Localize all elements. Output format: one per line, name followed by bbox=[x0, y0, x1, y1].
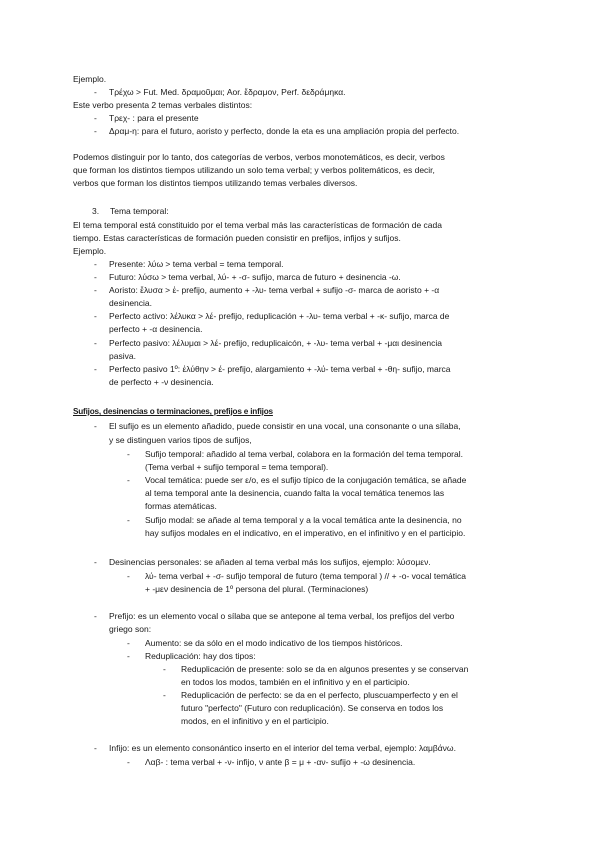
list-bullet: - bbox=[127, 475, 130, 485]
list-bullet: - bbox=[127, 757, 130, 767]
list-item: Futuro: λύσω > tema verbal, λύ- + -σ- sufijo, marca de futuro + desinencia -ω. bbox=[109, 272, 401, 282]
list-item: Desinencias personales: se añaden al tema verbal más los sufijos, ejemplo: λύσομεν. bbox=[109, 557, 431, 567]
list-item-cont: desinencia. bbox=[109, 298, 153, 308]
sub-item: λύ- tema verbal + -σ- sufijo temporal de futuro (tema temporal ) // + -ο- vocal temática bbox=[145, 571, 467, 581]
list-bullet: - bbox=[94, 611, 97, 621]
sub-sub-item: Reduplicación de presente: solo se da en algunos presentes y se conservan bbox=[181, 664, 469, 674]
list-bullet: - bbox=[94, 87, 97, 97]
sub-item-cont: al tema temporal ante la desinencia, cuando falta la vocal temática tenemos las bbox=[145, 488, 445, 498]
sub-item: Λαβ- : tema verbal + -ν- infijo, ν ante β = μ + -αν- sufijo + -ω desinencia. bbox=[145, 757, 416, 767]
list-item: El sufijo es un elemento añadido, puede consistir en una vocal, una consonante o una sílaba, bbox=[109, 421, 461, 431]
list-item-cont: de perfecto + -ν desinencia. bbox=[109, 377, 214, 387]
section-title: Tema temporal: bbox=[110, 206, 169, 216]
list-item: Perfecto activo: λέλυκα > λέ- prefijo, reduplicación + -λυ- tema verbal + -κ- sufijo, marca de bbox=[109, 311, 450, 321]
list-bullet: - bbox=[94, 259, 97, 269]
list-bullet: - bbox=[94, 126, 97, 136]
list-bullet: - bbox=[94, 338, 97, 348]
list-item-cont: griego son: bbox=[109, 624, 152, 634]
list-item-cont: perfecto + -α desinencia. bbox=[109, 324, 203, 334]
paragraph-line: tiempo. Estas características de formación pueden consistir en prefijos, infijos y sufijos. bbox=[73, 233, 401, 243]
list-item: Τρέχω > Fut. Med. δραμοῦμαι; Aor. ἔδραμον, Perf. δεδράμηκα. bbox=[109, 87, 346, 97]
list-bullet: - bbox=[94, 743, 97, 753]
sub-item-cont: formas atemáticas. bbox=[145, 501, 217, 511]
list-bullet: - bbox=[163, 690, 166, 700]
list-item: Infijo: es un elemento consonántico inserto en el interior del tema verbal, ejemplo: λαμβάνω. bbox=[109, 743, 456, 753]
ejemplo-label: Ejemplo. bbox=[73, 74, 107, 84]
sub-sub-item: Reduplicación de perfecto: se da en el perfecto, pluscuamperfecto y en el bbox=[181, 690, 458, 700]
sub-item: Sufijo modal: se añade al tema temporal y a la vocal temática ante la desinencia, no bbox=[145, 515, 462, 525]
list-item: Presente: λύω > tema verbal = tema temporal. bbox=[109, 259, 284, 269]
sub-item: Reduplicación: hay dos tipos: bbox=[145, 651, 256, 661]
section-number: 3. bbox=[92, 206, 100, 216]
sub-item: Aumento: se da sólo en el modo indicativo de los tiempos históricos. bbox=[145, 638, 403, 648]
list-item: Prefijo: es un elemento vocal o sílaba que se antepone al tema verbal, los prefijos del verbo bbox=[109, 611, 455, 621]
list-item: Aoristo: ἔλυσα > ἐ- prefijo, aumento + -λυ- tema verbal + sufijo -σ- marca de aoristo + -α bbox=[109, 285, 440, 295]
list-bullet: - bbox=[163, 664, 166, 674]
list-bullet: - bbox=[94, 285, 97, 295]
sub-item: Sufijo temporal: añadido al tema verbal, colabora en la formación del tema temporal. bbox=[145, 449, 463, 459]
sub-item: Vocal temática: puede ser ε/ο, es el sufijo típico de la conjugación temática, se añade bbox=[145, 475, 467, 485]
list-bullet: - bbox=[127, 449, 130, 459]
list-item-cont: y se distinguen varios tipos de sufijos, bbox=[109, 435, 252, 445]
list-item: Τρεχ- : para el presente bbox=[109, 113, 199, 123]
list-item: Perfecto pasivo 1º: ἐλύθην > έ- prefijo, alargamiento + -λύ- tema verbal + -θη- sufijo, marca bbox=[109, 364, 451, 374]
list-bullet: - bbox=[94, 557, 97, 567]
section-heading: Sufijos, desinencias o terminaciones, prefijos e infijos bbox=[73, 407, 273, 416]
paragraph-line: verbos que forman los distintos tiempos utilizando temas verbales diversos. bbox=[73, 178, 358, 188]
list-item: Δραμ-η: para el futuro, aoristo y perfecto, donde la eta es una ampliación propia del perfecto. bbox=[109, 126, 460, 136]
list-bullet: - bbox=[94, 364, 97, 374]
list-bullet: - bbox=[127, 571, 130, 581]
paragraph-line: El tema temporal está constituido por el tema verbal más las características de formación de cada bbox=[73, 220, 442, 230]
list-bullet: - bbox=[94, 272, 97, 282]
sub-sub-item-cont: en todos los modos, también en el infinitivo y en el participio. bbox=[181, 677, 410, 687]
sub-item-cont: hay sufijos modales en el indicativo, en el imperativo, en el infinitivo y en el participio. bbox=[145, 528, 466, 538]
paragraph-line: Podemos distinguir por lo tanto, dos categorías de verbos, verbos monotemáticos, es decir, verbos bbox=[73, 152, 445, 162]
list-bullet: - bbox=[94, 421, 97, 431]
list-bullet: - bbox=[127, 515, 130, 525]
list-bullet: - bbox=[127, 651, 130, 661]
intro-text: Este verbo presenta 2 temas verbales distintos: bbox=[73, 100, 253, 110]
sub-item-cont: + -μεν desinencia de 1º persona del plural. (Terminaciones) bbox=[145, 584, 369, 594]
paragraph-line: que forman los distintos tiempos utilizando un solo tema verbal; y verbos politemáticos, es decir, bbox=[73, 165, 435, 175]
list-item-cont: pasiva. bbox=[109, 351, 136, 361]
sub-sub-item-cont: modos, en el infinitivo y en el participio. bbox=[181, 716, 329, 726]
sub-sub-item-cont: futuro "perfecto" (Futuro con reduplicación). Se conserva en todos los bbox=[181, 703, 444, 713]
list-bullet: - bbox=[94, 113, 97, 123]
list-bullet: - bbox=[127, 638, 130, 648]
list-bullet: - bbox=[94, 311, 97, 321]
list-item: Perfecto pasivo: λέλυμαι > λέ- prefijo, reduplicaicón, + -λυ- tema verbal + -μαι desinencia bbox=[109, 338, 443, 348]
ejemplo-label: Ejemplo. bbox=[73, 246, 107, 256]
sub-item-cont: (Tema verbal + sufijo temporal = tema temporal). bbox=[145, 462, 329, 472]
